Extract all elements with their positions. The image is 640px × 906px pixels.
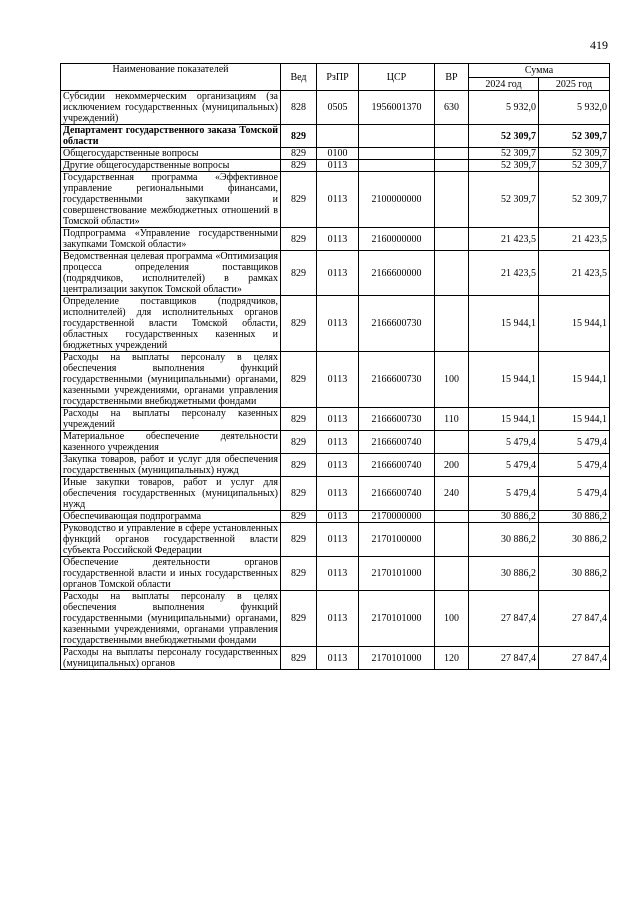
- cell-vr: [435, 511, 469, 523]
- cell-vr: [435, 125, 469, 148]
- cell-sum-2025: 30 886,2: [539, 557, 610, 591]
- cell-csr: 2166600730: [359, 296, 435, 352]
- cell-ved: 829: [281, 296, 317, 352]
- cell-sum-2024: 27 847,4: [469, 647, 539, 670]
- cell-sum-2025: 15 944,1: [539, 352, 610, 408]
- cell-sum-2024: 5 479,4: [469, 477, 539, 511]
- cell-name: Закупка товаров, работ и услуг для обеспечения государственных (муниципальных) нужд: [61, 454, 281, 477]
- cell-csr: [359, 125, 435, 148]
- cell-sum-2024: 30 886,2: [469, 557, 539, 591]
- header-rzpr: РзПР: [317, 64, 359, 91]
- cell-rzpr: 0113: [317, 477, 359, 511]
- budget-table: [60, 63, 610, 670]
- cell-sum-2025: 52 309,7: [539, 172, 610, 228]
- cell-vr: 240: [435, 477, 469, 511]
- cell-sum-2024: 5 479,4: [469, 454, 539, 477]
- cell-csr: 2170101000: [359, 647, 435, 670]
- cell-ved: 829: [281, 454, 317, 477]
- cell-sum-2024: 27 847,4: [469, 591, 539, 647]
- cell-sum-2025: 15 944,1: [539, 296, 610, 352]
- table-row: [61, 125, 610, 148]
- table-row: [61, 647, 610, 670]
- cell-ved: 829: [281, 511, 317, 523]
- cell-name: Общегосударственные вопросы: [61, 148, 281, 160]
- cell-vr: [435, 296, 469, 352]
- cell-sum-2025: 5 479,4: [539, 431, 610, 454]
- cell-csr: [359, 160, 435, 172]
- cell-rzpr: 0113: [317, 352, 359, 408]
- table-row: [61, 477, 610, 511]
- page-number: 419: [590, 38, 608, 52]
- header-csr: ЦСР: [359, 64, 435, 91]
- cell-sum-2025: 5 479,4: [539, 477, 610, 511]
- cell-rzpr: 0113: [317, 228, 359, 251]
- cell-rzpr: 0113: [317, 523, 359, 557]
- cell-name: Другие общегосударственные вопросы: [61, 160, 281, 172]
- cell-sum-2024: 15 944,1: [469, 408, 539, 431]
- table-row: [61, 160, 610, 172]
- cell-sum-2024: 52 309,7: [469, 148, 539, 160]
- cell-sum-2025: 27 847,4: [539, 647, 610, 670]
- cell-vr: 120: [435, 647, 469, 670]
- cell-csr: 1956001370: [359, 91, 435, 125]
- header-sum: Сумма: [469, 64, 610, 78]
- cell-sum-2025: 30 886,2: [539, 523, 610, 557]
- cell-ved: 829: [281, 477, 317, 511]
- cell-vr: [435, 228, 469, 251]
- cell-sum-2025: 5 479,4: [539, 454, 610, 477]
- cell-name: Субсидии некоммерческим организациям (за исключением государственных (муниципальных) учреждений): [61, 91, 281, 125]
- table-row: [61, 296, 610, 352]
- cell-sum-2025: 5 932,0: [539, 91, 610, 125]
- cell-rzpr: 0113: [317, 431, 359, 454]
- cell-rzpr: 0113: [317, 296, 359, 352]
- table-row: [61, 557, 610, 591]
- cell-vr: 200: [435, 454, 469, 477]
- table-row: [61, 408, 610, 431]
- table-row: [61, 591, 610, 647]
- cell-sum-2024: 30 886,2: [469, 511, 539, 523]
- cell-ved: 829: [281, 160, 317, 172]
- header-year-2025: 2025 год: [539, 78, 610, 91]
- table-row: [61, 148, 610, 160]
- header-year-2024: 2024 год: [469, 78, 539, 91]
- table-body: [61, 91, 610, 670]
- cell-vr: [435, 523, 469, 557]
- cell-name: Определение поставщиков (подрядчиков, исполнителей) для исполнительных органов государственной власти Томской области, областных государственных казенных и бюджетных учреждений: [61, 296, 281, 352]
- cell-csr: 2170101000: [359, 557, 435, 591]
- cell-name: Материальное обеспечение деятельности казенного учреждения: [61, 431, 281, 454]
- cell-csr: 2100000000: [359, 172, 435, 228]
- cell-rzpr: 0113: [317, 251, 359, 296]
- cell-sum-2025: 21 423,5: [539, 251, 610, 296]
- cell-sum-2024: 52 309,7: [469, 160, 539, 172]
- cell-ved: 829: [281, 431, 317, 454]
- cell-csr: 2166600730: [359, 408, 435, 431]
- cell-ved: 829: [281, 523, 317, 557]
- cell-name: Расходы на выплаты персоналу казенных учреждений: [61, 408, 281, 431]
- cell-vr: [435, 148, 469, 160]
- cell-csr: 2170000000: [359, 511, 435, 523]
- cell-rzpr: 0113: [317, 511, 359, 523]
- cell-ved: 829: [281, 557, 317, 591]
- cell-sum-2024: 15 944,1: [469, 352, 539, 408]
- cell-csr: [359, 148, 435, 160]
- cell-csr: 2166600740: [359, 431, 435, 454]
- cell-ved: 828: [281, 91, 317, 125]
- cell-vr: [435, 251, 469, 296]
- cell-sum-2024: 5 479,4: [469, 431, 539, 454]
- cell-vr: [435, 557, 469, 591]
- header-vr: ВР: [435, 64, 469, 91]
- cell-vr: [435, 172, 469, 228]
- cell-vr: [435, 431, 469, 454]
- cell-rzpr: 0505: [317, 91, 359, 125]
- cell-ved: 829: [281, 148, 317, 160]
- header-ved: Вед: [281, 64, 317, 91]
- table-row: [61, 172, 610, 228]
- cell-name: Подпрограмма «Управление государственными закупками Томской области»: [61, 228, 281, 251]
- cell-sum-2025: 15 944,1: [539, 408, 610, 431]
- cell-sum-2024: 30 886,2: [469, 523, 539, 557]
- cell-name: Департамент государственного заказа Томской области: [61, 125, 281, 148]
- cell-sum-2024: 15 944,1: [469, 296, 539, 352]
- cell-ved: 829: [281, 647, 317, 670]
- cell-rzpr: 0100: [317, 148, 359, 160]
- cell-rzpr: 0113: [317, 454, 359, 477]
- cell-csr: 2170101000: [359, 591, 435, 647]
- cell-ved: 829: [281, 251, 317, 296]
- cell-csr: 2170100000: [359, 523, 435, 557]
- cell-rzpr: 0113: [317, 172, 359, 228]
- cell-sum-2025: 30 886,2: [539, 511, 610, 523]
- table-row: [61, 352, 610, 408]
- table-row: [61, 251, 610, 296]
- cell-sum-2025: 21 423,5: [539, 228, 610, 251]
- table-row: [61, 454, 610, 477]
- cell-ved: 829: [281, 591, 317, 647]
- cell-sum-2024: 21 423,5: [469, 228, 539, 251]
- cell-name: Обеспечивающая подпрограмма: [61, 511, 281, 523]
- cell-rzpr: 0113: [317, 160, 359, 172]
- cell-rzpr: [317, 125, 359, 148]
- table-row: [61, 91, 610, 125]
- cell-csr: 2160000000: [359, 228, 435, 251]
- cell-ved: 829: [281, 352, 317, 408]
- cell-name: Расходы на выплаты персоналу в целях обеспечения выполнения функций государственными (муниципальными) органами, казенными учреждениями, органами управления государственными внебюджетными фондами: [61, 591, 281, 647]
- cell-vr: [435, 160, 469, 172]
- cell-sum-2024: 52 309,7: [469, 125, 539, 148]
- cell-sum-2025: 27 847,4: [539, 591, 610, 647]
- cell-name: Расходы на выплаты персоналу в целях обеспечения выполнения функций государственными (муниципальными) органами, казенными учреждениями, органами управления государственными внебюджетными фондами: [61, 352, 281, 408]
- cell-rzpr: 0113: [317, 591, 359, 647]
- cell-name: Ведомственная целевая программа «Оптимизация процесса определения поставщиков (подрядчиков, исполнителей) в рамках централизации закупок Томской области»: [61, 251, 281, 296]
- cell-ved: 829: [281, 408, 317, 431]
- cell-sum-2025: 52 309,7: [539, 148, 610, 160]
- cell-csr: 2166600740: [359, 477, 435, 511]
- cell-ved: 829: [281, 125, 317, 148]
- cell-name: Расходы на выплаты персоналу государственных (муниципальных) органов: [61, 647, 281, 670]
- cell-csr: 2166600740: [359, 454, 435, 477]
- cell-ved: 829: [281, 228, 317, 251]
- cell-name: Руководство и управление в сфере установленных функций органов государственной власти субъекта Российской Федерации: [61, 523, 281, 557]
- cell-ved: 829: [281, 172, 317, 228]
- cell-sum-2024: 52 309,7: [469, 172, 539, 228]
- table-row: [61, 431, 610, 454]
- cell-rzpr: 0113: [317, 557, 359, 591]
- cell-csr: 2166600000: [359, 251, 435, 296]
- cell-name: Государственная программа «Эффективное управление региональными финансами, государственными закупками и совершенствование межбюджетных отношений в Томской области»: [61, 172, 281, 228]
- table-row: [61, 228, 610, 251]
- cell-sum-2024: 21 423,5: [469, 251, 539, 296]
- cell-sum-2024: 5 932,0: [469, 91, 539, 125]
- table-row: [61, 523, 610, 557]
- cell-vr: 100: [435, 352, 469, 408]
- cell-name: Иные закупки товаров, работ и услуг для обеспечения государственных (муниципальных) нужд: [61, 477, 281, 511]
- cell-vr: 100: [435, 591, 469, 647]
- cell-rzpr: 0113: [317, 647, 359, 670]
- table-row: [61, 511, 610, 523]
- header-name: Наименование показателей: [61, 64, 281, 91]
- table-header: [61, 64, 610, 91]
- cell-sum-2025: 52 309,7: [539, 125, 610, 148]
- cell-name: Обеспечение деятельности органов государственной власти и иных государственных органов Томской области: [61, 557, 281, 591]
- cell-csr: 2166600730: [359, 352, 435, 408]
- cell-vr: 110: [435, 408, 469, 431]
- cell-sum-2025: 52 309,7: [539, 160, 610, 172]
- cell-rzpr: 0113: [317, 408, 359, 431]
- cell-vr: 630: [435, 91, 469, 125]
